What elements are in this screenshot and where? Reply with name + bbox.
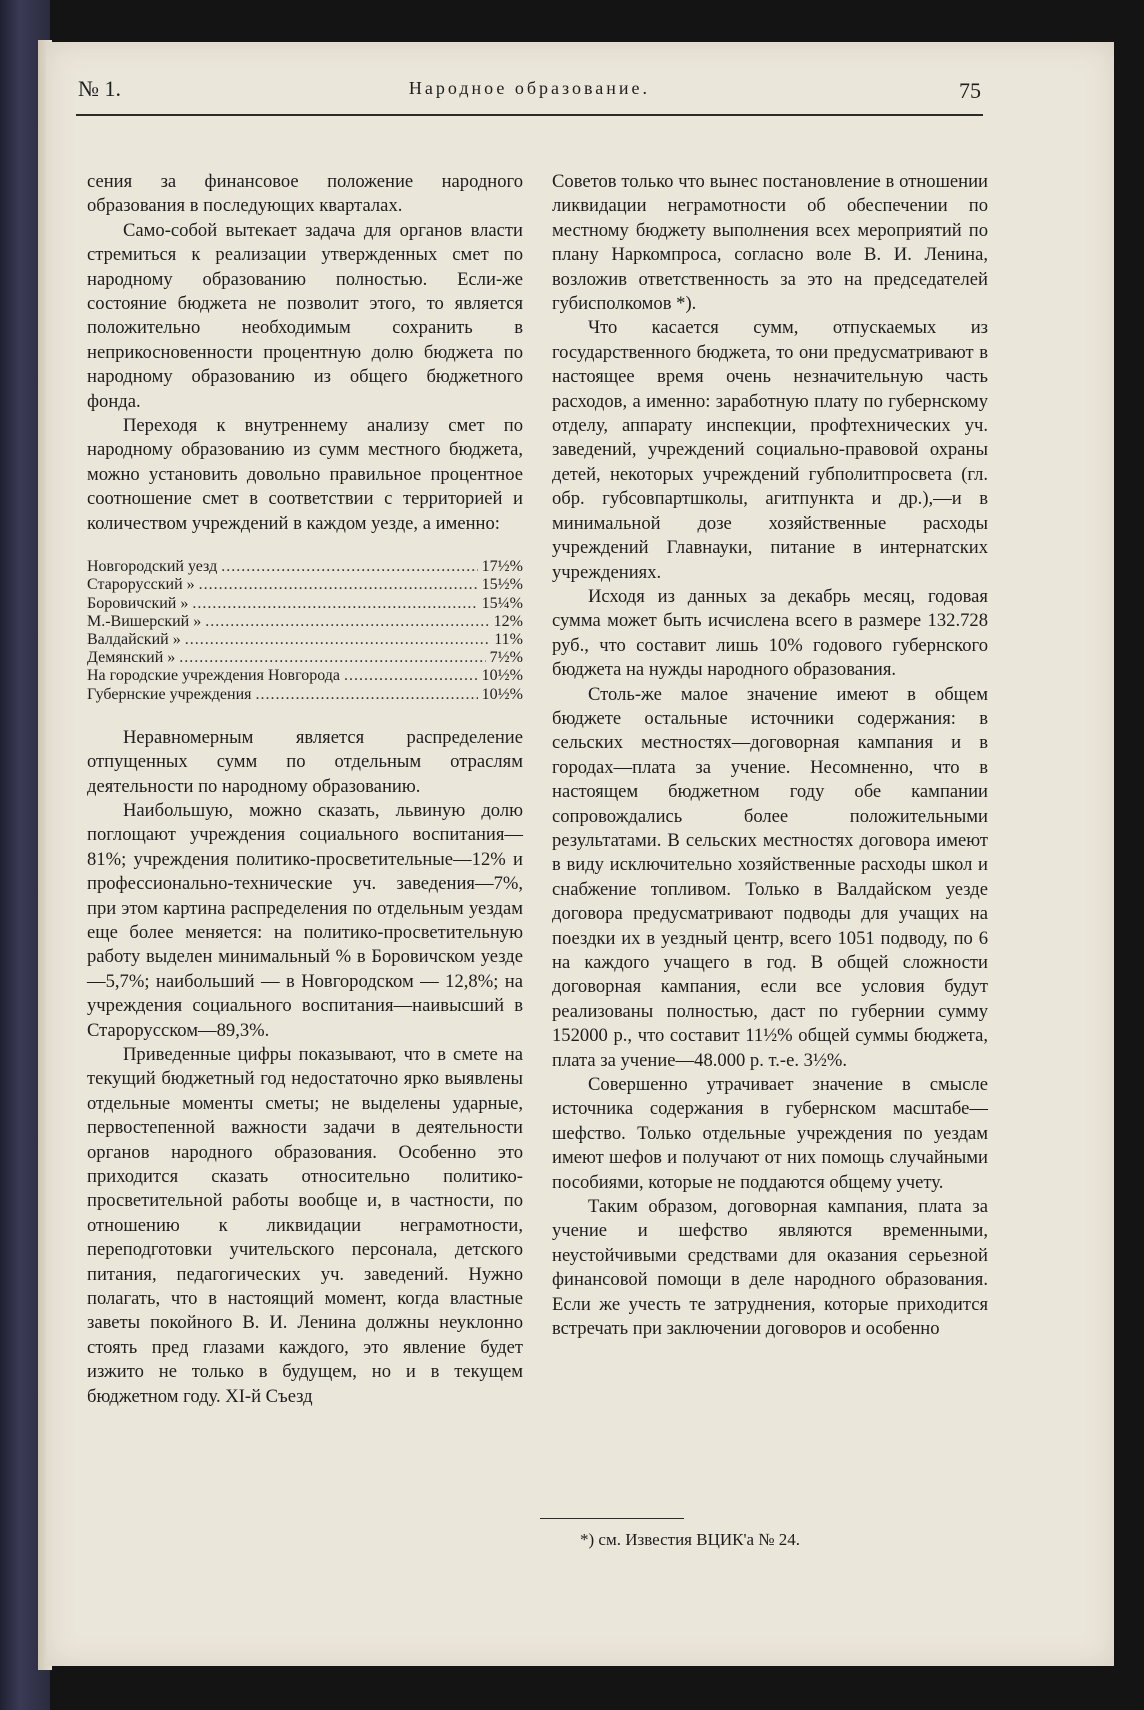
district-name: Губернские учреждения [87,685,252,703]
footnote-divider [540,1518,684,1519]
left-column [87,170,523,1409]
table-row [87,558,523,576]
running-header [76,70,983,116]
budget-share-table [87,558,523,704]
share-value: 12% [493,612,523,630]
page-number: 75 [959,78,981,103]
table-row [87,631,523,649]
leader-dots [256,686,478,704]
leader-dots [221,558,477,576]
share-value: 15¼% [481,594,523,612]
district-name: На городские учреждения Новгорода [87,667,341,685]
district-name: М.-Вишерский » [87,612,202,630]
district-name: Демянский » [87,649,176,667]
leader-dots [344,667,478,685]
district-name: Валдайский » [87,630,181,648]
share-value: 7½% [489,649,523,667]
share-value: 10½% [481,685,523,703]
paragraph: Таким образом, договорная кампания, плата за учение и шефство являются временными, неустойчивыми средствами для оказания серьезной финансовой помощи в деле народного образования. Если же учесть те затруднения, которые приходится встречать при заключении договоров и особенно [552,1196,988,1340]
table-row [87,595,523,613]
paragraph: Совершенно утрачивает значение в смысле источника содержания в губернском масштабе—шефство. Только отдельные учреждения по уездам имеют шефов и получают от них помощь случайными пособиями, которые не поддаются общему учету. [552,1074,988,1193]
table-row [87,686,523,704]
share-value: 17½% [481,558,523,576]
leader-dots [199,576,478,594]
journal-title: Народное образование. [408,78,651,98]
share-value: 10½% [481,667,523,685]
paragraph: Наибольшую, можно сказать, львиную долю поглощают учреждения социального воспитания—81%; учреждения политико-просветительные—12% и профессионально-технические уч. заведения—7%, при этом картина распределения по отдельным уездам еще более меняется: на политико-просветительную работу выделен минимальный % в Боровичском уезде—5,7%; наибольший — в Новгородском — 12,8%; на учреждения социального воспитания—наивысший в Старорусском—89,3%. [87,799,523,1041]
table-row [87,649,523,667]
issue-number: № 1. [78,76,121,101]
paragraph: Исходя из данных за декабрь месяц, годовая сумма может быть исчислена всего в размере 132.728 руб., что составит лишь 10% годового губернского бюджета на нужды народного образования. [552,585,988,681]
paragraph: Столь-же малое значение имеют в общем бюджете остальные источники содержания: в сельских местностях—договорная кампания и в городах—плата за учение. Несомненно, что в настоящем бюджетном году обе кампании сопровождались более положительными результатами. В сельских местностях договора имеют в виду исключительно хозяйственные расходы школ и снабжение топливом. Только в Валдайском уезде договора предусматривают подводы для учащих на поездки их в уездный центр, всего 1051 подводу, по 6 на каждого учащего в год. В общей сложности договорная кампания, если все условия будут реализованы полностью, даст по губернии сумму 152000 р., что составит 11½% общей суммы бюджета, плата за учение—48.000 р. т.-е. 3½%. [552,683,988,1071]
paragraph: Само-собой вытекает задача для органов власти стремиться к реализации утвержденных смет по народному образованию полностью. Если-же состояние бюджета не позволит этого, то является положительно необходимым сохранить в неприкосновенности процентную долю бюджета по народному образованию из общего бюджетного фонда. [87,219,523,412]
share-value: 15½% [481,576,523,594]
leader-dots [205,613,489,631]
right-column [552,170,988,1342]
paragraph: Приведенные цифры показывают, что в смете на текущий бюджетный год недостаточно ярко выявлены отдельные моменты сметы; не выделены ударные, первостепенной важности задачи в деятельности органов народного образования. Особенно это приходится сказать относительно политико-просветительной работы вообще и, в частности, по отношению к ликвидации неграмотности, переподготовки учительского персонала, детского питания, педагогических уч. заведений. Нужно полагать, что в настоящий момент, когда властные заветы покойного В. И. Ленина должны неуклонно стоять пред глазами каждого, это явление будет изжито не только в будущем, но и в текущем бюджетном году. XI-й Съезд [87,1044,523,1407]
leader-dots [192,595,477,613]
paragraph: Переходя к внутреннему анализу смет по народному образованию из сумм местного бюджета, можно установить довольно правильное процентное соотношение смет в соответствии с территорией и количеством учреждений в каждом уезде, а именно: [87,415,523,534]
share-value: 11% [494,630,523,648]
table-row [87,667,523,685]
district-name: Боровичский » [87,594,189,612]
leader-dots [179,649,485,667]
footnote: *) см. Известия ВЦИК'а № 24. [580,1530,801,1549]
leader-dots [185,631,491,649]
paragraph: сения за финансовое положение народного образования в последующих кварталах. [87,171,523,217]
paragraph: Советов только что вынес постановление в отношении ликвидации неграмотности об обеспечении по местному бюджету выполнения всех мероприятий по плану Наркомпроса, согласно воле В. И. Ленина, возложив ответственность за это на председателей губисполкомов *). [552,171,988,315]
table-row [87,613,523,631]
paragraph: Неравномерным является распределение отпущенных сумм по отдельным отраслям деятельности по народному образованию. [87,726,523,797]
paragraph: Что касается сумм, отпускаемых из государственного бюджета, то они предусматривают в настоящее время очень незначительную часть расходов, а именно: заработную плату по губернскому отделу, аппарату инспекции, профтехнических уч. заведений, учреждений социально-правовой охраны детей, некоторых учреждений губполитпросвета (гл. обр. губсовпартшколы, агитпункта и др.),—и в минимальной дозе хозяйственные расходы учреждений Главнауки, питание в интернатских учреждениях. [552,317,988,583]
table-row [87,576,523,594]
district-name: Новгородский уезд [87,558,218,576]
district-name: Старорусский » [87,576,195,594]
